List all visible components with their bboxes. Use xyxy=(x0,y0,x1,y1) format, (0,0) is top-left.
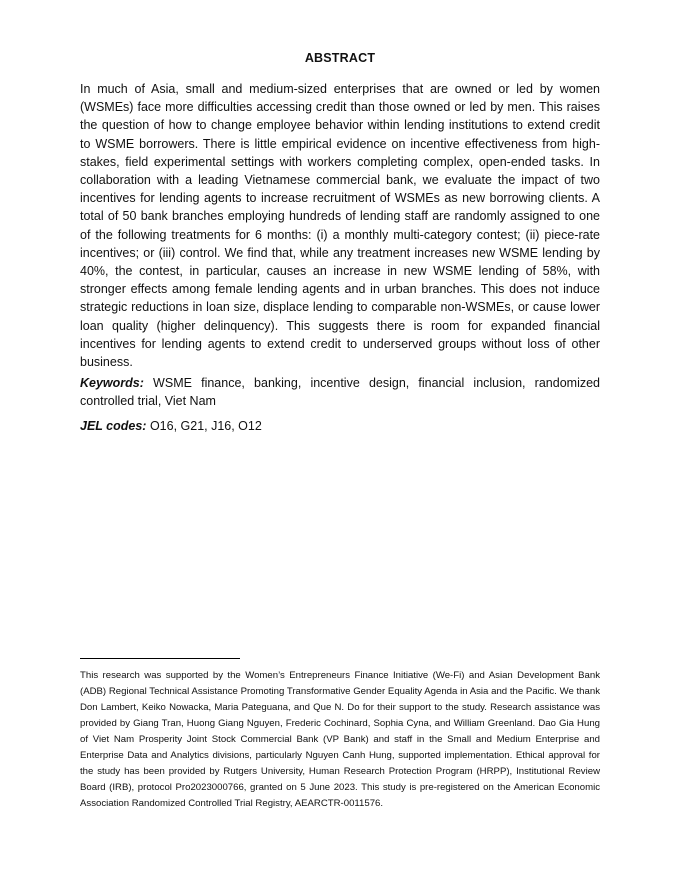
footnote-text: This research was supported by the Women’s Entrepreneurs Finance Initiative (We-Fi) and Asian Development Bank (ADB) Regional Technical Assistance Promoting Transformative Gender Equality Agenda in Asia and the Pacific. We thank Don Lambert, Keiko Nowacka, Maria Pateguana, and Que N. Do for their support to the study. Research assistance was provided by Giang Tran, Huong Giang Nguyen, Frederic Cochinard, Sophia Cyna, and William Greenland. Dao Gia Hung of Viet Nam Prosperity Joint Stock Commercial Bank (VP Bank) and staff in the Small and Medium Enterprise and Enterprise Data and Analytics divisions, particularly Nguyen Canh Hung, supported implementation. Ethical approval for the study has been provided by Rutgers University, Human Research Protection Program (HRPP), Institutional Review Board (IRB), protocol Pro2023000766, granted on 5 June 2023. This study is pre-registered on the American Economic Association Randomized Controlled Trial Registry, AEARCTR-0011576. xyxy=(80,670,600,809)
footnote-divider xyxy=(80,658,240,659)
jel-codes-label: JEL codes: xyxy=(80,419,147,433)
keywords-paragraph xyxy=(80,374,600,410)
keywords-label: Keywords: xyxy=(80,376,144,390)
jel-codes-text: O16, G21, J16, O12 xyxy=(146,419,262,433)
abstract-heading: ABSTRACT xyxy=(304,51,376,65)
keywords-text: WSME finance, banking, incentive design, financial inclusion, randomized controlled trial, Viet Nam xyxy=(80,376,600,409)
jel-codes-paragraph xyxy=(80,417,600,435)
abstract-body: In much of Asia, small and medium-sized enterprises that are owned or led by women (WSMEs) face more difficulties accessing credit than those owned or led by men. This raises the question of how to change employee behavior within lending institutions to extend credit to WSME borrowers. There is little empirical evidence on incentive effectiveness from high-stakes, field experimental settings with workers completing complex, open-ended tasks. In collaboration with a leading Vietnamese commercial bank, we evaluate the impact of two incentives for lending agents to increase recruitment of WSMEs as new borrowing clients. A total of 50 bank branches employing hundreds of lending staff are randomly assigned to one of the following treatments for 6 months: (i) a monthly multi-category contest; (ii) piece-rate incentives; or (iii) control. We find that, while any treatment increases new WSME lending by 40%, the contest, in particular, causes an increase in new WSME lending of 58%, with stronger effects among female lending agents and in urban branches. This does not induce strategic reductions in loan size, displace lending to comparable non-WSMEs, or cause lower loan quality (higher delinquency). This suggests there is room for expanded financial incentives for lending agents to extend credit to underserved groups without loss of other business. xyxy=(80,82,600,370)
